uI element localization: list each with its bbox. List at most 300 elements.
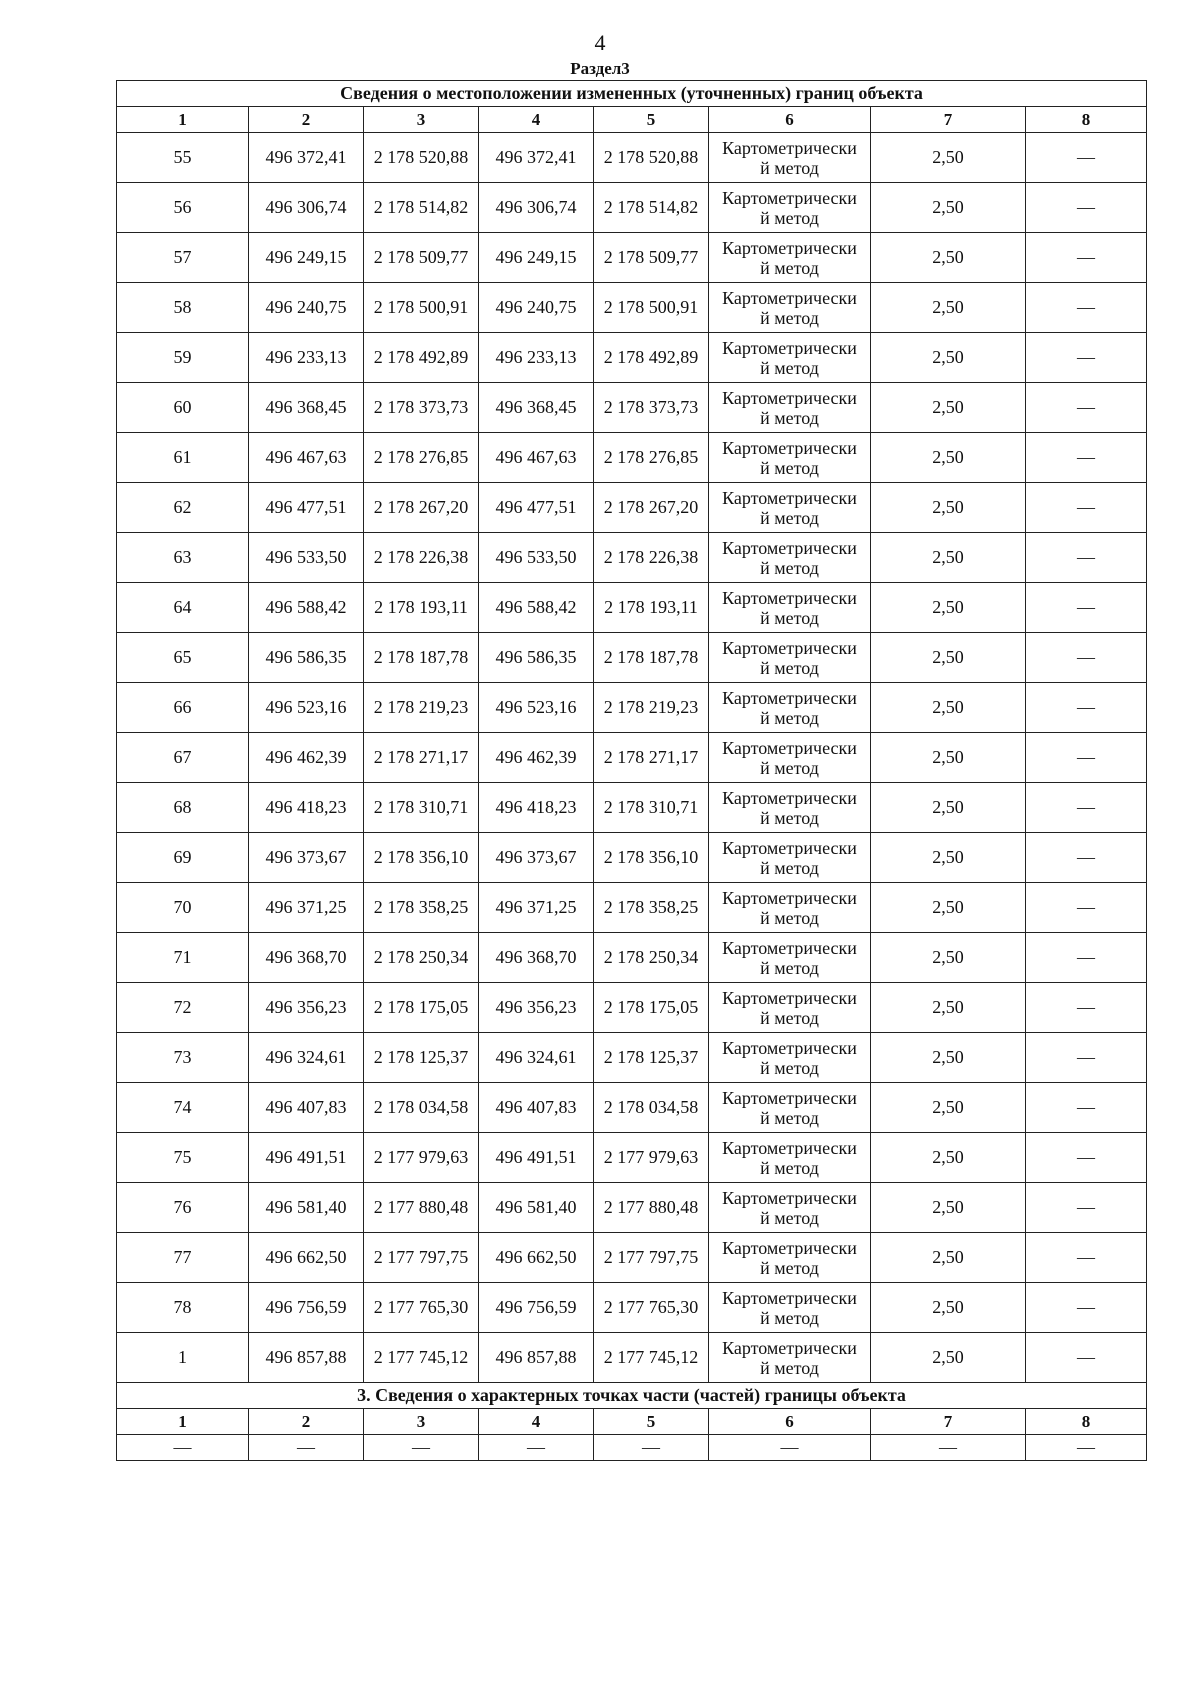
method-cell: [709, 733, 871, 783]
method-line-1: Картометрически: [722, 887, 857, 908]
y-existing-cell: 2 178 276,85: [364, 433, 479, 483]
method-line-2: й метод: [760, 857, 819, 878]
accuracy-cell: 2,50: [871, 433, 1026, 483]
x-existing-cell: 496 581,40: [249, 1183, 364, 1233]
point-number-cell: 67: [117, 733, 249, 783]
x-existing-cell: 496 491,51: [249, 1133, 364, 1183]
accuracy-cell: 2,50: [871, 283, 1026, 333]
note-cell: —: [1026, 383, 1147, 433]
x-existing-cell: 496 857,88: [249, 1333, 364, 1383]
column-number: 3: [364, 1409, 479, 1435]
x-refined-cell: 496 233,13: [479, 333, 594, 383]
method-line-2: й метод: [760, 807, 819, 828]
x-existing-cell: 496 233,13: [249, 333, 364, 383]
column-number: 2: [249, 107, 364, 133]
y-refined-cell: 2 178 250,34: [594, 933, 709, 983]
note-cell: —: [1026, 633, 1147, 683]
x-existing-cell: 496 756,59: [249, 1283, 364, 1333]
method-line-2: й метод: [760, 607, 819, 628]
x-existing-cell: 496 407,83: [249, 1083, 364, 1133]
method-line-2: й метод: [760, 907, 819, 928]
point-number-cell: 75: [117, 1133, 249, 1183]
table-row: [117, 883, 1147, 933]
empty-cell: —: [1026, 1435, 1147, 1461]
y-refined-cell: 2 177 880,48: [594, 1183, 709, 1233]
column-number: 7: [871, 107, 1026, 133]
y-existing-cell: 2 178 125,37: [364, 1033, 479, 1083]
method-line-1: Картометрически: [722, 737, 857, 758]
x-existing-cell: 496 533,50: [249, 533, 364, 583]
y-refined-cell: 2 178 175,05: [594, 983, 709, 1033]
y-refined-cell: 2 178 267,20: [594, 483, 709, 533]
note-cell: —: [1026, 233, 1147, 283]
x-existing-cell: 496 306,74: [249, 183, 364, 233]
method-cell: [709, 1333, 871, 1383]
table-row: [117, 133, 1147, 183]
point-number-cell: 65: [117, 633, 249, 683]
y-refined-cell: 2 178 500,91: [594, 283, 709, 333]
empty-cell: —: [249, 1435, 364, 1461]
point-number-cell: 71: [117, 933, 249, 983]
method-cell: [709, 1083, 871, 1133]
y-existing-cell: 2 178 356,10: [364, 833, 479, 883]
x-existing-cell: 496 586,35: [249, 633, 364, 683]
point-number-cell: 57: [117, 233, 249, 283]
x-existing-cell: 496 467,63: [249, 433, 364, 483]
method-line-1: Картометрически: [722, 687, 857, 708]
y-existing-cell: 2 177 797,75: [364, 1233, 479, 1283]
x-existing-cell: 496 662,50: [249, 1233, 364, 1283]
method-cell: [709, 483, 871, 533]
point-number-cell: 74: [117, 1083, 249, 1133]
method-line-1: Картометрически: [722, 787, 857, 808]
method-cell: [709, 883, 871, 933]
x-refined-cell: 496 533,50: [479, 533, 594, 583]
method-line-1: Картометрически: [722, 1137, 857, 1158]
method-line-1: Картометрически: [722, 937, 857, 958]
y-existing-cell: 2 178 226,38: [364, 533, 479, 583]
x-refined-cell: 496 371,25: [479, 883, 594, 933]
x-refined-cell: 496 372,41: [479, 133, 594, 183]
x-existing-cell: 496 588,42: [249, 583, 364, 633]
accuracy-cell: 2,50: [871, 183, 1026, 233]
method-cell: [709, 1033, 871, 1083]
point-number-cell: 55: [117, 133, 249, 183]
method-line-1: Картометрически: [722, 437, 857, 458]
table-row: [117, 983, 1147, 1033]
x-refined-cell: 496 356,23: [479, 983, 594, 1033]
method-line-1: Картометрически: [722, 237, 857, 258]
method-cell: [709, 333, 871, 383]
empty-cell: —: [364, 1435, 479, 1461]
method-line-1: Картометрически: [722, 637, 857, 658]
accuracy-cell: 2,50: [871, 983, 1026, 1033]
point-number-cell: 70: [117, 883, 249, 933]
table-row: [117, 733, 1147, 783]
y-refined-cell: 2 178 219,23: [594, 683, 709, 733]
method-line-1: Картометрически: [722, 537, 857, 558]
y-existing-cell: 2 178 219,23: [364, 683, 479, 733]
table-row: [117, 1083, 1147, 1133]
y-refined-cell: 2 178 492,89: [594, 333, 709, 383]
method-line-1: Картометрически: [722, 1237, 857, 1258]
x-refined-cell: 496 857,88: [479, 1333, 594, 1383]
method-line-2: й метод: [760, 1207, 819, 1228]
point-number-cell: 69: [117, 833, 249, 883]
method-line-1: Картометрически: [722, 587, 857, 608]
y-existing-cell: 2 178 373,73: [364, 383, 479, 433]
method-line-1: Картометрически: [722, 837, 857, 858]
method-line-1: Картометрически: [722, 1287, 857, 1308]
method-line-2: й метод: [760, 1307, 819, 1328]
accuracy-cell: 2,50: [871, 1233, 1026, 1283]
page-number: 4: [594, 30, 606, 55]
empty-cell: —: [709, 1435, 871, 1461]
method-line-2: й метод: [760, 257, 819, 278]
empty-cell: —: [117, 1435, 249, 1461]
method-cell: [709, 983, 871, 1033]
table-row: [117, 1233, 1147, 1283]
x-refined-cell: 496 662,50: [479, 1233, 594, 1283]
accuracy-cell: 2,50: [871, 833, 1026, 883]
method-line-2: й метод: [760, 1357, 819, 1378]
accuracy-cell: 2,50: [871, 233, 1026, 283]
method-cell: [709, 383, 871, 433]
point-number-cell: 59: [117, 333, 249, 383]
accuracy-cell: 2,50: [871, 1133, 1026, 1183]
table-row: [117, 483, 1147, 533]
method-line-1: Картометрически: [722, 1037, 857, 1058]
y-refined-cell: 2 177 765,30: [594, 1283, 709, 1333]
x-existing-cell: 496 372,41: [249, 133, 364, 183]
y-refined-cell: 2 177 979,63: [594, 1133, 709, 1183]
method-line-1: Картометрически: [722, 387, 857, 408]
note-cell: —: [1026, 783, 1147, 833]
point-number-cell: 77: [117, 1233, 249, 1283]
method-cell: [709, 283, 871, 333]
accuracy-cell: 2,50: [871, 583, 1026, 633]
method-cell: [709, 1183, 871, 1233]
coordinates-table: [116, 80, 1147, 1461]
method-line-2: й метод: [760, 1107, 819, 1128]
table-row: [117, 233, 1147, 283]
accuracy-cell: 2,50: [871, 1283, 1026, 1333]
accuracy-cell: 2,50: [871, 733, 1026, 783]
y-refined-cell: 2 178 514,82: [594, 183, 709, 233]
column-number: 4: [479, 107, 594, 133]
point-number-cell: 76: [117, 1183, 249, 1233]
y-refined-cell: 2 178 509,77: [594, 233, 709, 283]
accuracy-cell: 2,50: [871, 1033, 1026, 1083]
method-cell: [709, 233, 871, 283]
note-cell: —: [1026, 433, 1147, 483]
x-existing-cell: 496 418,23: [249, 783, 364, 833]
x-refined-cell: 496 588,42: [479, 583, 594, 633]
point-number-cell: 61: [117, 433, 249, 483]
method-line-1: Картометрически: [722, 1337, 857, 1358]
table-row: [117, 783, 1147, 833]
column-number: 8: [1026, 1409, 1147, 1435]
point-number-cell: 1: [117, 1333, 249, 1383]
column-number: 6: [709, 107, 871, 133]
x-existing-cell: 496 368,70: [249, 933, 364, 983]
y-refined-cell: 2 178 520,88: [594, 133, 709, 183]
note-cell: —: [1026, 583, 1147, 633]
column-number: 4: [479, 1409, 594, 1435]
table-row: [117, 1133, 1147, 1183]
empty-cell: —: [479, 1435, 594, 1461]
accuracy-cell: 2,50: [871, 483, 1026, 533]
accuracy-cell: 2,50: [871, 1083, 1026, 1133]
y-existing-cell: 2 178 509,77: [364, 233, 479, 283]
x-existing-cell: 496 356,23: [249, 983, 364, 1033]
note-cell: —: [1026, 933, 1147, 983]
accuracy-cell: 2,50: [871, 533, 1026, 583]
table-row: [117, 1333, 1147, 1383]
accuracy-cell: 2,50: [871, 1183, 1026, 1233]
point-number-cell: 68: [117, 783, 249, 833]
x-existing-cell: 496 249,15: [249, 233, 364, 283]
point-number-cell: 58: [117, 283, 249, 333]
empty-cell: —: [594, 1435, 709, 1461]
accuracy-cell: 2,50: [871, 933, 1026, 983]
method-cell: [709, 533, 871, 583]
method-line-1: Картометрически: [722, 187, 857, 208]
y-refined-cell: 2 178 034,58: [594, 1083, 709, 1133]
y-existing-cell: 2 178 358,25: [364, 883, 479, 933]
table-row: [117, 433, 1147, 483]
column-number: 5: [594, 107, 709, 133]
point-number-cell: 72: [117, 983, 249, 1033]
column-number: 2: [249, 1409, 364, 1435]
table-row: [117, 833, 1147, 883]
y-existing-cell: 2 178 193,11: [364, 583, 479, 633]
point-number-cell: 62: [117, 483, 249, 533]
x-refined-cell: 496 306,74: [479, 183, 594, 233]
method-line-2: й метод: [760, 507, 819, 528]
method-cell: [709, 933, 871, 983]
method-line-1: Картометрически: [722, 287, 857, 308]
accuracy-cell: 2,50: [871, 133, 1026, 183]
accuracy-cell: 2,50: [871, 383, 1026, 433]
y-refined-cell: 2 178 373,73: [594, 383, 709, 433]
x-refined-cell: 496 373,67: [479, 833, 594, 883]
table2-title: 3. Сведения о характерных точках части (частей) границы объекта: [117, 1383, 1147, 1409]
y-refined-cell: 2 178 276,85: [594, 433, 709, 483]
method-line-2: й метод: [760, 457, 819, 478]
method-cell: [709, 833, 871, 883]
method-line-2: й метод: [760, 557, 819, 578]
x-existing-cell: 496 371,25: [249, 883, 364, 933]
y-existing-cell: 2 178 250,34: [364, 933, 479, 983]
column-number: 3: [364, 107, 479, 133]
table-row: [117, 633, 1147, 683]
note-cell: —: [1026, 683, 1147, 733]
table-row: [117, 383, 1147, 433]
accuracy-cell: 2,50: [871, 783, 1026, 833]
x-existing-cell: 496 462,39: [249, 733, 364, 783]
method-line-2: й метод: [760, 307, 819, 328]
note-cell: —: [1026, 333, 1147, 383]
method-line-1: Картометрически: [722, 1087, 857, 1108]
y-refined-cell: 2 178 187,78: [594, 633, 709, 683]
table2-empty-row: [117, 1435, 1147, 1461]
y-existing-cell: 2 178 514,82: [364, 183, 479, 233]
y-existing-cell: 2 178 187,78: [364, 633, 479, 683]
table-row: [117, 333, 1147, 383]
accuracy-cell: 2,50: [871, 1333, 1026, 1383]
x-refined-cell: 496 462,39: [479, 733, 594, 783]
note-cell: —: [1026, 133, 1147, 183]
note-cell: —: [1026, 1133, 1147, 1183]
table-row: [117, 1283, 1147, 1333]
method-cell: [709, 1233, 871, 1283]
y-refined-cell: 2 178 356,10: [594, 833, 709, 883]
method-cell: [709, 433, 871, 483]
method-line-2: й метод: [760, 1157, 819, 1178]
table-row: [117, 1183, 1147, 1233]
note-cell: —: [1026, 533, 1147, 583]
point-number-cell: 64: [117, 583, 249, 633]
y-existing-cell: 2 177 979,63: [364, 1133, 479, 1183]
table-row: [117, 283, 1147, 333]
note-cell: —: [1026, 883, 1147, 933]
method-cell: [709, 133, 871, 183]
method-line-2: й метод: [760, 657, 819, 678]
table-row: [117, 933, 1147, 983]
method-line-2: й метод: [760, 757, 819, 778]
y-refined-cell: 2 178 358,25: [594, 883, 709, 933]
point-number-cell: 73: [117, 1033, 249, 1083]
x-refined-cell: 496 586,35: [479, 633, 594, 683]
method-line-2: й метод: [760, 1257, 819, 1278]
accuracy-cell: 2,50: [871, 633, 1026, 683]
table1-column-numbers: [117, 107, 1147, 133]
x-existing-cell: 496 324,61: [249, 1033, 364, 1083]
table-row: [117, 683, 1147, 733]
y-existing-cell: 2 177 765,30: [364, 1283, 479, 1333]
y-refined-cell: 2 178 193,11: [594, 583, 709, 633]
section-title: Раздел3: [570, 59, 630, 78]
x-refined-cell: 496 418,23: [479, 783, 594, 833]
x-refined-cell: 496 249,15: [479, 233, 594, 283]
method-cell: [709, 1283, 871, 1333]
x-refined-cell: 496 407,83: [479, 1083, 594, 1133]
note-cell: —: [1026, 183, 1147, 233]
y-refined-cell: 2 178 226,38: [594, 533, 709, 583]
method-line-2: й метод: [760, 207, 819, 228]
y-existing-cell: 2 178 520,88: [364, 133, 479, 183]
note-cell: —: [1026, 1183, 1147, 1233]
method-cell: [709, 583, 871, 633]
note-cell: —: [1026, 983, 1147, 1033]
y-existing-cell: 2 178 175,05: [364, 983, 479, 1033]
x-existing-cell: 496 373,67: [249, 833, 364, 883]
method-cell: [709, 633, 871, 683]
table2-title-row: [117, 1383, 1147, 1409]
y-existing-cell: 2 178 034,58: [364, 1083, 479, 1133]
x-refined-cell: 496 756,59: [479, 1283, 594, 1333]
x-existing-cell: 496 523,16: [249, 683, 364, 733]
x-refined-cell: 496 477,51: [479, 483, 594, 533]
y-existing-cell: 2 178 500,91: [364, 283, 479, 333]
method-line-2: й метод: [760, 407, 819, 428]
column-number: 8: [1026, 107, 1147, 133]
method-line-1: Картометрически: [722, 337, 857, 358]
note-cell: —: [1026, 733, 1147, 783]
table-body: [117, 81, 1147, 1461]
y-existing-cell: 2 178 267,20: [364, 483, 479, 533]
point-number-cell: 60: [117, 383, 249, 433]
table-row: [117, 1033, 1147, 1083]
point-number-cell: 63: [117, 533, 249, 583]
method-cell: [709, 1133, 871, 1183]
method-line-1: Картометрически: [722, 137, 857, 158]
x-refined-cell: 496 368,45: [479, 383, 594, 433]
y-existing-cell: 2 178 310,71: [364, 783, 479, 833]
column-number: 6: [709, 1409, 871, 1435]
y-existing-cell: 2 177 880,48: [364, 1183, 479, 1233]
y-existing-cell: 2 177 745,12: [364, 1333, 479, 1383]
x-refined-cell: 496 368,70: [479, 933, 594, 983]
note-cell: —: [1026, 483, 1147, 533]
table-row: [117, 533, 1147, 583]
column-number: 5: [594, 1409, 709, 1435]
method-line-2: й метод: [760, 707, 819, 728]
method-line-2: й метод: [760, 957, 819, 978]
note-cell: —: [1026, 1283, 1147, 1333]
method-line-1: Картометрически: [722, 1187, 857, 1208]
method-cell: [709, 183, 871, 233]
method-line-2: й метод: [760, 1007, 819, 1028]
note-cell: —: [1026, 1233, 1147, 1283]
note-cell: —: [1026, 283, 1147, 333]
x-existing-cell: 496 240,75: [249, 283, 364, 333]
empty-cell: —: [871, 1435, 1026, 1461]
x-refined-cell: 496 324,61: [479, 1033, 594, 1083]
y-refined-cell: 2 177 797,75: [594, 1233, 709, 1283]
method-line-1: Картометрически: [722, 487, 857, 508]
method-line-2: й метод: [760, 157, 819, 178]
x-existing-cell: 496 368,45: [249, 383, 364, 433]
x-refined-cell: 496 581,40: [479, 1183, 594, 1233]
y-refined-cell: 2 177 745,12: [594, 1333, 709, 1383]
column-number: 7: [871, 1409, 1026, 1435]
point-number-cell: 78: [117, 1283, 249, 1333]
y-existing-cell: 2 178 271,17: [364, 733, 479, 783]
table2-column-numbers: [117, 1409, 1147, 1435]
point-number-cell: 56: [117, 183, 249, 233]
note-cell: —: [1026, 833, 1147, 883]
accuracy-cell: 2,50: [871, 683, 1026, 733]
method-line-2: й метод: [760, 1057, 819, 1078]
x-refined-cell: 496 491,51: [479, 1133, 594, 1183]
method-cell: [709, 783, 871, 833]
y-refined-cell: 2 178 310,71: [594, 783, 709, 833]
x-refined-cell: 496 523,16: [479, 683, 594, 733]
method-cell: [709, 683, 871, 733]
accuracy-cell: 2,50: [871, 883, 1026, 933]
y-existing-cell: 2 178 492,89: [364, 333, 479, 383]
column-number: 1: [117, 1409, 249, 1435]
method-line-1: Картометрически: [722, 987, 857, 1008]
method-line-2: й метод: [760, 357, 819, 378]
y-refined-cell: 2 178 125,37: [594, 1033, 709, 1083]
point-number-cell: 66: [117, 683, 249, 733]
table-row: [117, 583, 1147, 633]
note-cell: —: [1026, 1033, 1147, 1083]
x-existing-cell: 496 477,51: [249, 483, 364, 533]
